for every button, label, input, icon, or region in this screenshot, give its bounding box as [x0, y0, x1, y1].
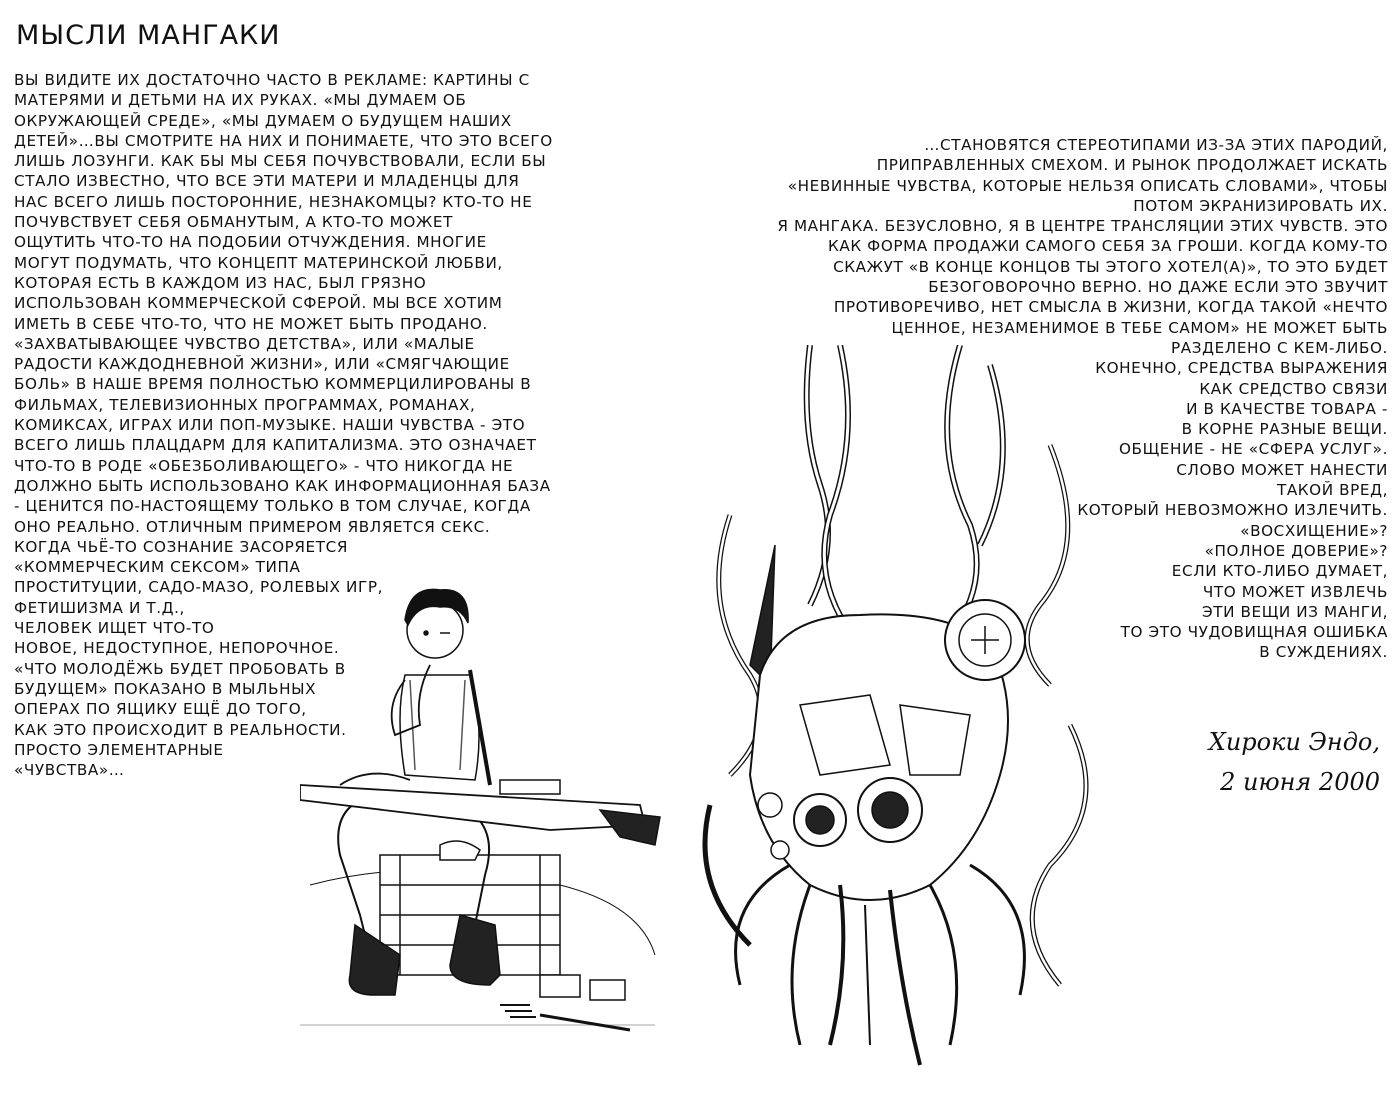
text-line: ИМЕТЬ В СЕБЕ ЧТО-ТО, ЧТО НЕ МОЖЕТ БЫТЬ ПРОДАНО.: [14, 314, 488, 333]
text-line: БОЛЬ» В НАШЕ ВРЕМЯ ПОЛНОСТЬЮ КОММЕРЦИЛИРОВАНЫ В: [14, 375, 532, 394]
text-line: КОГДА ЧЬЁ-ТО СОЗНАНИЕ ЗАСОРЯЕТСЯ: [14, 537, 348, 556]
text-line: ОЩУТИТЬ ЧТО-ТО НА ПОДОБИИ ОТЧУЖДЕНИЯ. МНОГИЕ: [14, 233, 487, 252]
text-line: КОНЕЧНО, СРЕДСТВА ВЫРАЖЕНИЯ: [1095, 359, 1388, 378]
text-line: Я МАНГАКА. БЕЗУСЛОВНО, Я В ЦЕНТРЕ ТРАНСЛЯЦИИ ЭТИХ ЧУВСТВ. ЭТО: [777, 217, 1388, 236]
signature-date: 2 июня 2000: [1220, 768, 1380, 796]
page-title: МЫСЛИ МАНГАКИ: [16, 20, 281, 52]
boy-with-rifle-icon: [300, 555, 670, 1035]
text-line: КОМИКСАХ, ИГРАХ ИЛИ ПОП-МУЗЫКЕ. НАШИ ЧУВСТВА - ЭТО: [14, 416, 526, 435]
text-line: РАЗДЕЛЕНО С КЕМ-ЛИБО.: [1171, 338, 1388, 357]
mechanical-head-icon: [690, 345, 1120, 1095]
text-line: «ВОСХИЩЕНИЕ»?: [1240, 521, 1388, 540]
text-line: «НЕВИННЫЕ ЧУВСТВА, КОТОРЫЕ НЕЛЬЗЯ ОПИСАТЬ СЛОВАМИ», ЧТОБЫ: [787, 176, 1388, 195]
text-line: КАК ФОРМА ПРОДАЖИ САМОГО СЕБЯ ЗА ГРОШИ. КОГДА КОМУ-ТО: [828, 237, 1388, 256]
text-line: ОНО РЕАЛЬНО. ОТЛИЧНЫМ ПРИМЕРОМ ЯВЛЯЕТСЯ СЕКС.: [14, 517, 491, 536]
text-line: КОТОРЫЙ НЕВОЗМОЖНО ИЗЛЕЧИТЬ.: [1077, 501, 1388, 520]
text-line: «ЧУВСТВА»…: [14, 761, 125, 780]
text-line: ДЕТЕЙ»…ВЫ СМОТРИТЕ НА НИХ И ПОНИМАЕТЕ, ЧТО ЭТО ВСЕГО: [14, 131, 553, 150]
text-line: СТАЛО ИЗВЕСТНО, ЧТО ВСЕ ЭТИ МАТЕРИ И МЛАДЕНЦЫ ДЛЯ: [14, 172, 520, 191]
text-line: КАК ЭТО ПРОИСХОДИТ В РЕАЛЬНОСТИ.: [14, 720, 347, 739]
text-line: СЛОВО МОЖЕТ НАНЕСТИ: [1176, 460, 1388, 479]
text-line: ФЕТИШИЗМА И Т.Д.,: [14, 598, 185, 617]
text-line: «ЗАХВАТЫВАЮЩЕЕ ЧУВСТВО ДЕТСТВА», ИЛИ «МАЛЫЕ: [14, 334, 475, 353]
text-line: ЛИШЬ ЛОЗУНГИ. КАК БЫ МЫ СЕБЯ ПОЧУВСТВОВАЛИ, ЕСЛИ БЫ: [14, 152, 547, 171]
text-line: ДОЛЖНО БЫТЬ ИСПОЛЬЗОВАНО КАК ИНФОРМАЦИОННАЯ БАЗА: [14, 476, 551, 495]
text-line: В СУЖДЕНИЯХ.: [1259, 643, 1388, 662]
text-line: ПОЧУВСТВУЕТ СЕБЯ ОБМАНУТЫМ, А КТО-ТО МОЖЕТ: [14, 213, 453, 232]
text-line: МОГУТ ПОДУМАТЬ, ЧТО КОНЦЕПТ МАТЕРИНСКОЙ ЛЮБВИ,: [14, 253, 503, 272]
text-line: ПРОТИВОРЕЧИВО, НЕТ СМЫСЛА В ЖИЗНИ, КОГДА ТАКОЙ «НЕЧТО: [833, 298, 1388, 317]
text-line: РАДОСТИ КАЖДОДНЕВНОЙ ЖИЗНИ», ИЛИ «СМЯГЧАЮЩИЕ: [14, 355, 510, 374]
text-line: ЧЕЛОВЕК ИЩЕТ ЧТО-ТО: [14, 619, 215, 638]
text-line: ПРОСТИТУЦИИ, САДО-МАЗО, РОЛЕВЫХ ИГР,: [14, 578, 383, 597]
text-line: ТО ЭТО ЧУДОВИЩНАЯ ОШИБКА: [1120, 623, 1388, 642]
text-line: ПРОСТО ЭЛЕМЕНТАРНЫЕ: [14, 740, 224, 759]
text-line: ПРИПРАВЛЕННЫХ СМЕХОМ. И РЫНОК ПРОДОЛЖАЕТ ИСКАТЬ: [876, 156, 1388, 175]
text-line: МАТЕРЯМИ И ДЕТЬМИ НА ИХ РУКАХ. «МЫ ДУМАЕМ ОБ: [14, 91, 467, 110]
text-line: КОТОРАЯ ЕСТЬ В КАЖДОМ ИЗ НАС, БЫЛ ГРЯЗНО: [14, 273, 427, 292]
text-line: ЧТО-ТО В РОДЕ «ОБЕЗБОЛИВАЮЩЕГО» - ЧТО НИКОГДА НЕ: [14, 456, 514, 475]
text-line: ВЫ ВИДИТЕ ИХ ДОСТАТОЧНО ЧАСТО В РЕКЛАМЕ: КАРТИНЫ С: [14, 71, 530, 89]
text-line: «ЧТО МОЛОДЁЖЬ БУДЕТ ПРОБОВАТЬ В: [14, 659, 346, 678]
text-line: КАК СРЕДСТВО СВЯЗИ: [1199, 379, 1388, 398]
text-line: …СТАНОВЯТСЯ СТЕРЕОТИПАМИ ИЗ-ЗА ЭТИХ ПАРОДИЙ,: [924, 136, 1388, 154]
text-line: «ПОЛНОЕ ДОВЕРИЕ»?: [1204, 541, 1388, 560]
text-line: ФИЛЬМАХ, ТЕЛЕВИЗИОННЫХ ПРОГРАММАХ, РОМАНАХ,: [14, 395, 476, 414]
text-line: ЧТО МОЖЕТ ИЗВЛЕЧЬ: [1202, 582, 1388, 601]
text-line: НОВОЕ, НЕДОСТУПНОЕ, НЕПОРОЧНОЕ.: [14, 639, 340, 658]
text-line: БЕЗОГОВОРОЧНО ВЕРНО. НО ДАЖЕ ЕСЛИ ЭТО ЗВУЧИТ: [928, 278, 1388, 297]
author-signature: [1209, 722, 1380, 802]
text-line: СКАЖУТ «В КОНЦЕ КОНЦОВ ТЫ ЭТОГО ХОТЕЛ(А)», ТО ЭТО БУДЕТ: [833, 257, 1388, 276]
signature-name: Хироки Эндо,: [1208, 728, 1380, 756]
text-line: В КОРНЕ РАЗНЫЕ ВЕЩИ.: [1181, 420, 1388, 439]
text-line: ИСПОЛЬЗОВАН КОММЕРЧЕСКОЙ СФЕРОЙ. МЫ ВСЕ ХОТИМ: [14, 294, 503, 313]
text-line: ПОТОМ ЭКРАНИЗИРОВАТЬ ИХ.: [1133, 196, 1388, 215]
text-line: «КОММЕРЧЕСКИМ СЕКСОМ» ТИПА: [14, 558, 301, 577]
text-line: ОБЩЕНИЕ - НЕ «СФЕРА УСЛУГ».: [1119, 440, 1388, 459]
text-line: ОПЕРАХ ПО ЯЩИКУ ЕЩЁ ДО ТОГО,: [14, 700, 307, 719]
text-line: ЦЕННОЕ, НЕЗАМЕНИМОЕ В ТЕБЕ САМОМ» НЕ МОЖЕТ БЫТЬ: [891, 318, 1388, 337]
text-line: ВСЕГО ЛИШЬ ПЛАЦДАРМ ДЛЯ КАПИТАЛИЗМА. ЭТО ОЗНАЧАЕТ: [14, 436, 537, 455]
text-line: И В КАЧЕСТВЕ ТОВАРА -: [1186, 399, 1388, 418]
text-line: ЕСЛИ КТО-ЛИБО ДУМАЕТ,: [1171, 562, 1388, 581]
text-line: ОКРУЖАЮЩЕЙ СРЕДЕ», «МЫ ДУМАЕМ О БУДУЩЕМ НАШИХ: [14, 111, 512, 130]
text-line: ТАКОЙ ВРЕД,: [1276, 481, 1388, 500]
text-line: ЭТИ ВЕЩИ ИЗ МАНГИ,: [1202, 602, 1388, 621]
text-line: - ЦЕНИТСЯ ПО-НАСТОЯЩЕМУ ТОЛЬКО В ТОМ СЛУЧАЕ, КОГДА: [14, 497, 531, 516]
text-line: НАС ВСЕГО ЛИШЬ ПОСТОРОННИЕ, НЕЗНАКОМЦЫ? КТО-ТО НЕ: [14, 192, 533, 211]
text-line: БУДУЩЕМ» ПОКАЗАНО В МЫЛЬНЫХ: [14, 679, 317, 698]
